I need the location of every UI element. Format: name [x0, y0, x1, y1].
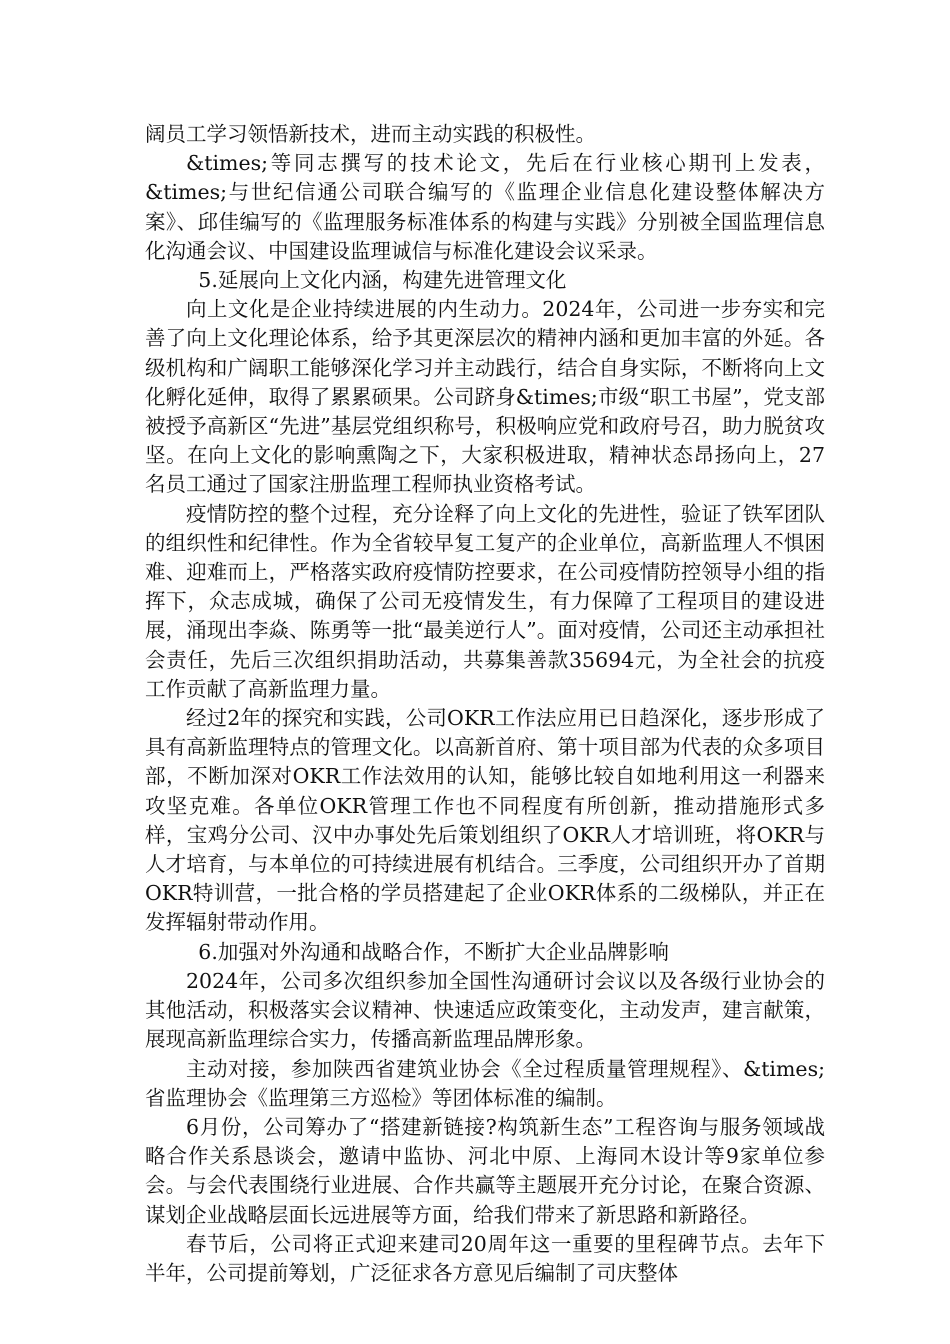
paragraph-9: 春节后，公司将正式迎来建司20周年这一重要的里程碑节点。去年下半年，公司提前筹划，广泛征求各方意见后编制了司庆整体 — [145, 1231, 825, 1285]
paragraph-2: &times;等同志撰写的技术论文，先后在行业核心期刊上发表，&times;与世纪信通公司联合编写的《监理企业信息化建设整体解决方案》、邱佳编写的《监理服务标准体系的构建与实践》分别被全国监理信息化沟通会议、中国建设监理诚信与标准化建设会议采录。 — [145, 151, 825, 263]
document-page — [145, 120, 825, 1288]
paragraph-8: 6月份，公司筹办了“搭建新链接?构筑新生态”工程咨询与服务领域战略合作关系恳谈会，邀请中监协、河北中原、上海同木设计等9家单位参会。与会代表围绕行业进展、合作共赢等主题展开充分讨论，在聚合资源、谋划企业战略层面长远进展等方面，给我们带来了新思路和新路径。 — [145, 1114, 825, 1227]
section-heading-5: 5.延展向上文化内涵，构建先进管理文化 — [198, 268, 567, 293]
section-heading-6: 6.加强对外沟通和战略合作，不断扩大企业品牌影响 — [198, 939, 669, 964]
paragraph-7: 主动对接，参加陕西省建筑业协会《全过程质量管理规程》、&times;省监理协会《监理第三方巡检》等团体标准的编制。 — [145, 1056, 825, 1110]
paragraph-1: 阔员工学习领悟新技术，进而主动实践的积极性。 — [145, 122, 596, 146]
paragraph-3: 向上文化是企业持续进展的内生动力。2024年，公司进一步夯实和完善了向上文化理论体系，给予其更深层次的精神内涵和更加丰富的外延。各级机构和广阔职工能够深化学习并主动践行，结合自身实际，不断将向上文化孵化延伸，取得了累累硕果。公司跻身&times;市级“职工书屋”，党支部被授予高新区“先进”基层党组织称号，积极响应党和政府号召，助力脱贫攻坚。在向上文化的影响熏陶之下，大家积极进取，精神状态昂扬向上，27名员工通过了国家注册监理工程师执业资格考试。 — [145, 297, 825, 497]
paragraph-6: 2024年，公司多次组织参加全国性沟通研讨会议以及各级行业协会的其他活动，积极落实会议精神、快速适应政策变化，主动发声，建言献策，展现高新监理综合实力，传播高新监理品牌形象。 — [145, 968, 825, 1052]
paragraph-4: 疫情防控的整个过程，充分诠释了向上文化的先进性，验证了铁军团队的组织性和纪律性。作为全省较早复工复产的企业单位，高新监理人不惧困难、迎难而上，严格落实政府疫情防控要求，在公司疫情防控领导小组的指挥下，众志成城，确保了公司无疫情发生，有力保障了工程项目的建设进展，涌现出李焱、陈勇等一批“最美逆行人”。面对疫情，公司还主动承担社会责任，先后三次组织捐助活动，共募集善款35694元，为全社会的抗疫工作贡献了高新监理力量。 — [145, 501, 825, 701]
paragraph-5: 经过2年的探究和实践，公司OKR工作法应用已日趋深化，逐步形成了具有高新监理特点的管理文化。以高新首府、第十项目部为代表的众多项目部，不断加深对OKR工作法效用的认知，能够比较自如地利用这一利器来攻坚克难。各单位OKR管理工作也不同程度有所创新，推动措施形式多样，宝鸡分公司、汉中办事处先后策划组织了OKR人才培训班，将OKR与人才培育，与本单位的可持续进展有机结合。三季度，公司组织开办了首期OKR特训营，一批合格的学员搭建起了企业OKR体系的二级梯队，并正在发挥辐射带动作用。 — [145, 706, 825, 935]
